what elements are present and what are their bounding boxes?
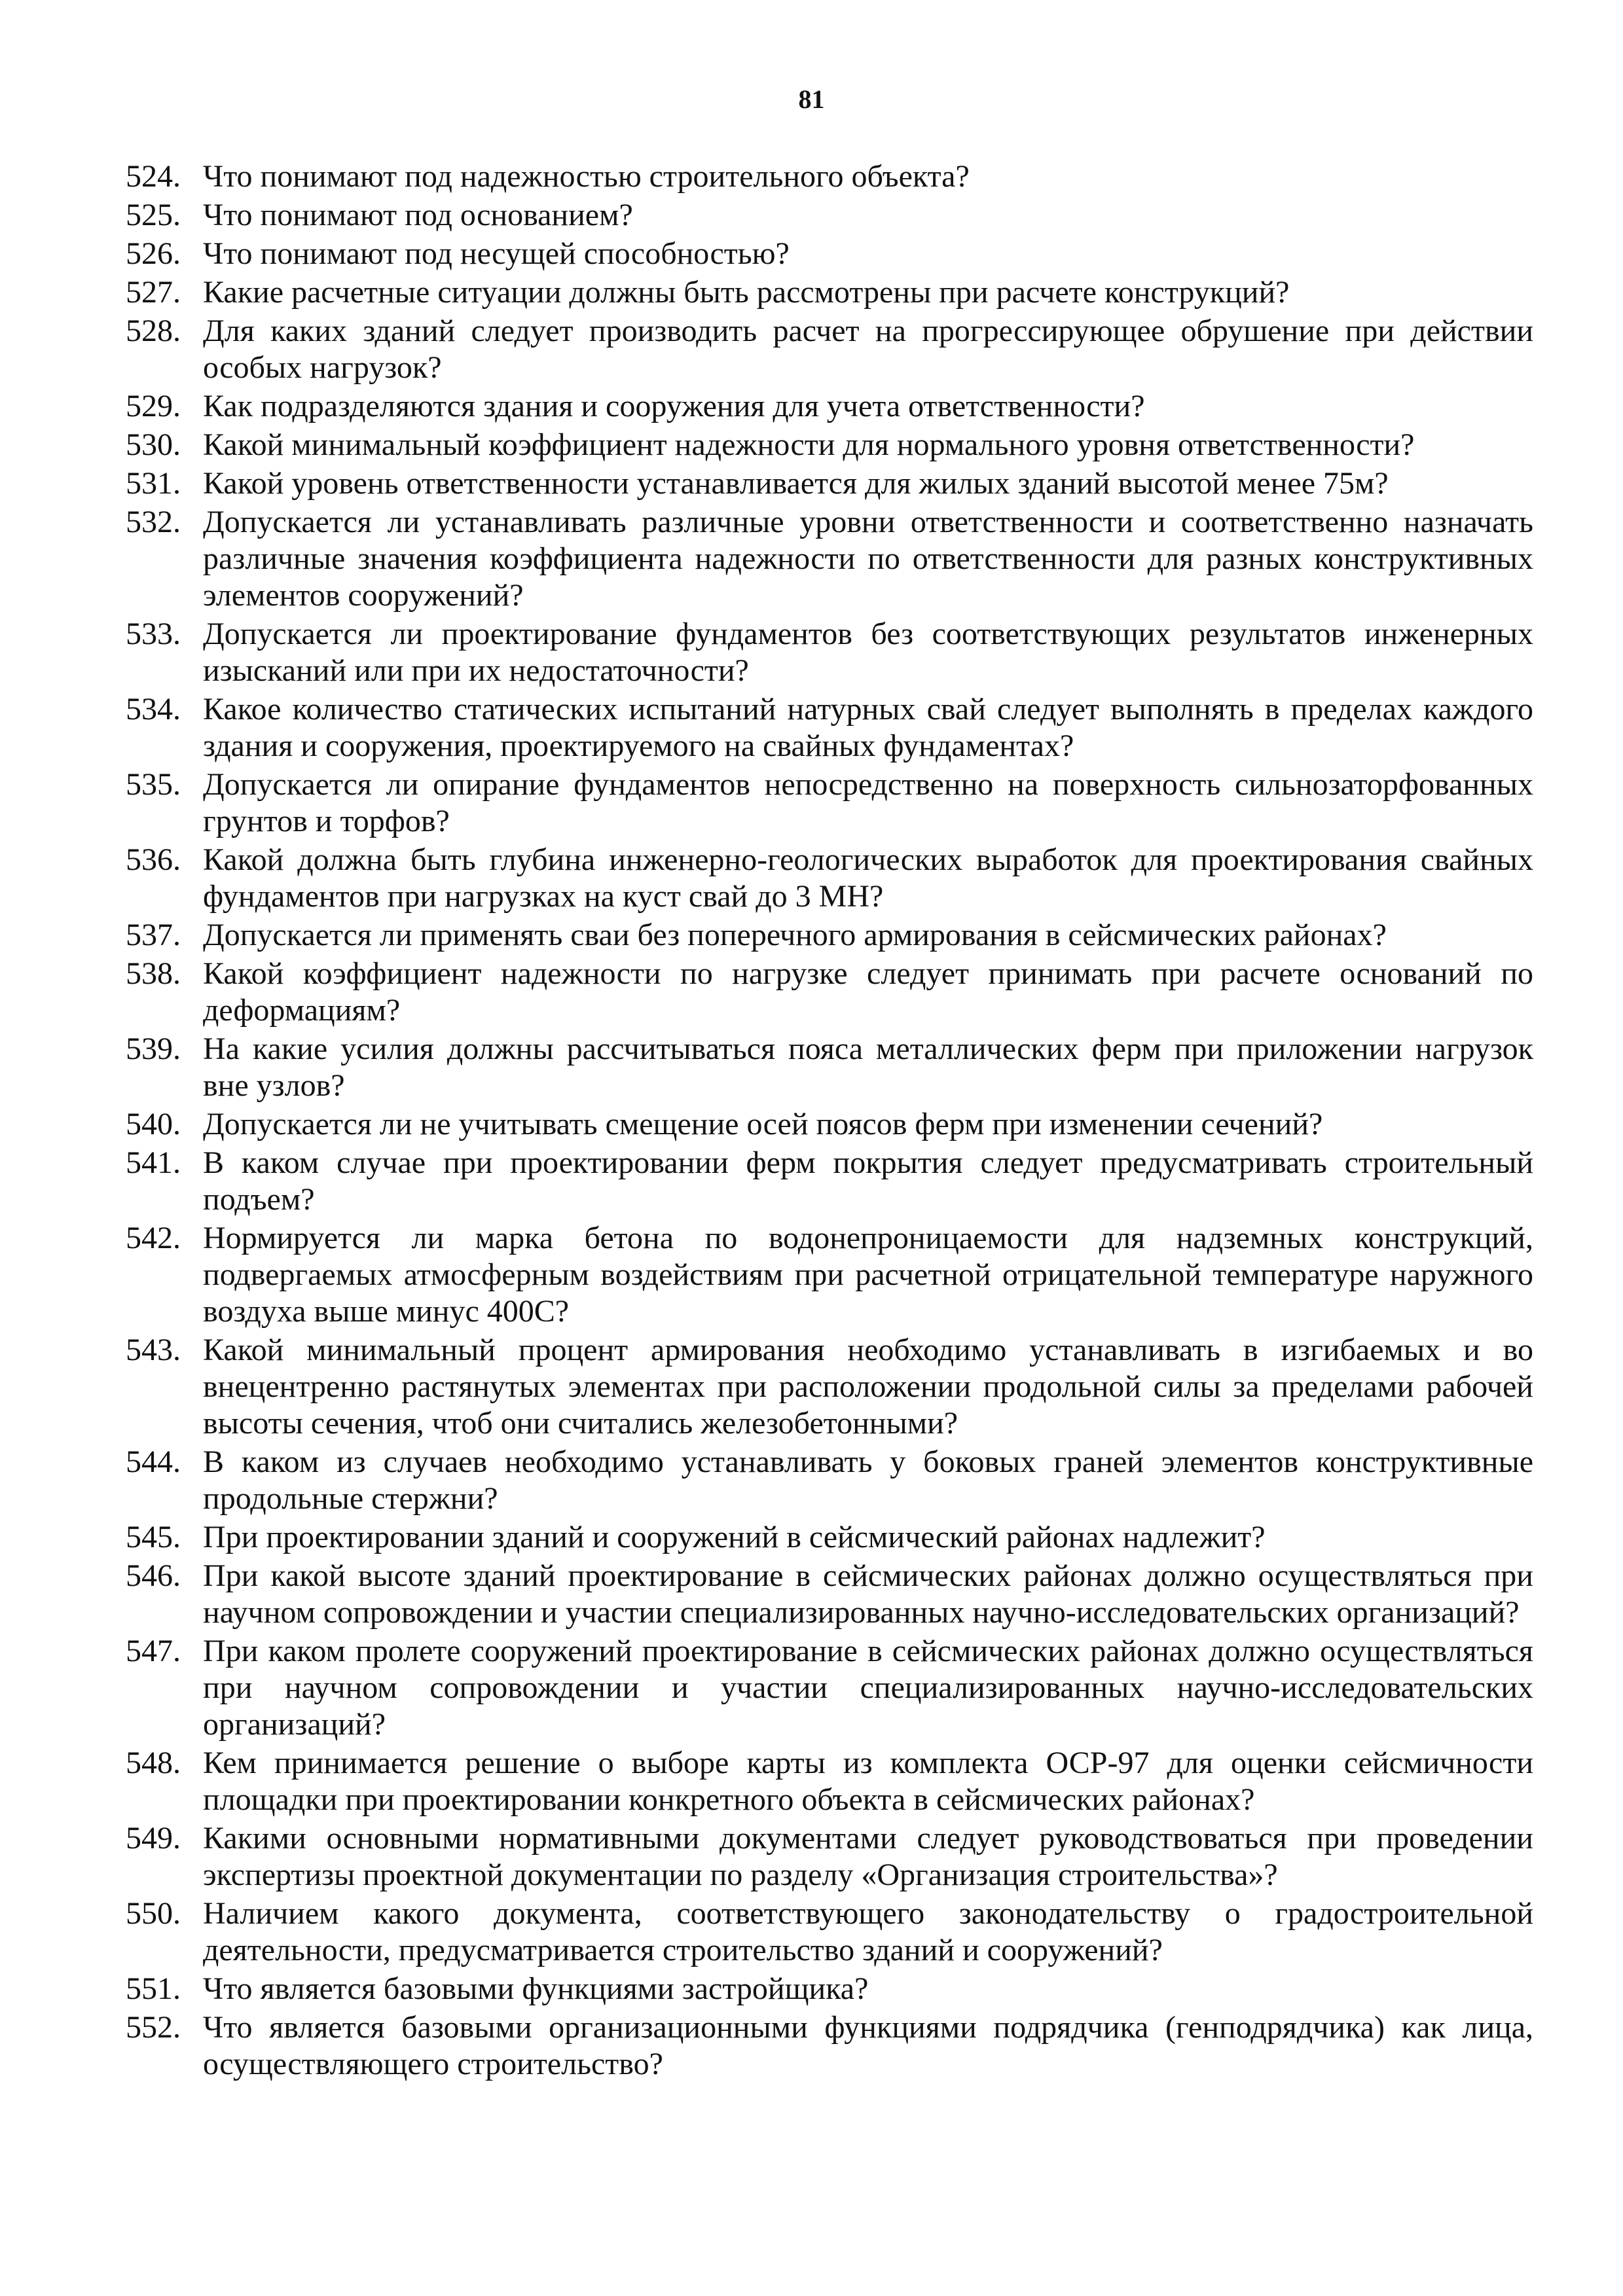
question-text: При проектировании зданий и сооружений в сейсмический районах надлежит? — [203, 1520, 1266, 1554]
question-item — [126, 1220, 1533, 1330]
question-number: 551. — [126, 1971, 181, 2006]
question-item — [126, 465, 1533, 502]
question-number: 548. — [126, 1746, 181, 1780]
question-number: 544. — [126, 1444, 181, 1479]
question-item — [126, 1444, 1533, 1517]
question-item — [126, 1031, 1533, 1104]
question-text: Какие расчетные ситуации должны быть рассмотрены при расчете конструкций? — [203, 275, 1290, 310]
question-item — [126, 313, 1533, 386]
question-text: Что является базовыми организационными функциями подрядчика (генподрядчика) как лица, осуществляющего строительство? — [203, 2010, 1533, 2081]
question-item — [126, 1971, 1533, 2007]
question-text: При каком пролете сооружений проектирование в сейсмических районах должно осуществляться при научном сопровождении и участии специализированных научно-исследовательских организаций? — [203, 1634, 1533, 1742]
question-text: Какой уровень ответственности устанавливается для жилых зданий высотой менее 75м? — [203, 466, 1389, 501]
question-text: Нормируется ли марка бетона по водонепроницаемости для надземных конструкций, подвергаемых атмосферным воздействиям при расчетной отрицательной температуре наружного воздуха выше минус 400С? — [203, 1221, 1533, 1329]
question-text: Кем принимается решение о выборе карты из комплекта ОСР-97 для оценки сейсмичности площадки при проектировании конкретного объекта в сейсмических районах? — [203, 1746, 1533, 1817]
question-number: 531. — [126, 466, 181, 501]
question-text: Допускается ли применять сваи без поперечного армирования в сейсмических районах? — [203, 918, 1387, 952]
question-text: В каком из случаев необходимо устанавливать у боковых граней элементов конструктивные продольные стержни? — [203, 1444, 1533, 1516]
question-number: 532. — [126, 505, 181, 539]
question-number: 552. — [126, 2010, 181, 2045]
question-number: 543. — [126, 1333, 181, 1367]
question-text: Какой коэффициент надежности по нагрузке следует принимать при расчете оснований по деформациям? — [203, 956, 1533, 1028]
question-number: 535. — [126, 767, 181, 802]
question-number: 530. — [126, 427, 181, 462]
question-text: Как подразделяются здания и сооружения для учета ответственности? — [203, 389, 1145, 423]
page-number: 81 — [798, 84, 825, 114]
question-item — [126, 1633, 1533, 1743]
question-item — [126, 1332, 1533, 1442]
question-number: 545. — [126, 1520, 181, 1554]
question-text: При какой высоте зданий проектирование в сейсмических районах должно осуществляться при научном сопровождении и участии специализированных научно-исследовательских организаций? — [203, 1558, 1533, 1630]
question-item — [126, 1519, 1533, 1556]
question-number: 528. — [126, 314, 181, 348]
question-item — [126, 1145, 1533, 1218]
question-number: 541. — [126, 1145, 181, 1180]
question-item — [126, 917, 1533, 954]
question-item — [126, 616, 1533, 689]
question-item — [126, 1558, 1533, 1631]
question-text: Допускается ли опирание фундаментов непосредственно на поверхность сильнозаторфованных грунтов и торфов? — [203, 767, 1533, 838]
question-number: 546. — [126, 1558, 181, 1593]
question-text: На какие усилия должны рассчитываться пояса металлических ферм при приложении нагрузок вне узлов? — [203, 1031, 1533, 1103]
question-number: 533. — [126, 617, 181, 651]
question-number: 549. — [126, 1821, 181, 1856]
question-text: Наличием какого документа, соответствующего законодательству о градостроительной деятельности, предусматривается строительство зданий и сооружений? — [203, 1896, 1533, 1967]
question-number: 527. — [126, 275, 181, 310]
question-item — [126, 274, 1533, 311]
question-text: Что понимают под несущей способностью? — [203, 236, 790, 271]
question-number: 550. — [126, 1896, 181, 1931]
question-item — [126, 1820, 1533, 1893]
question-text: Какими основными нормативными документами следует руководствоваться при проведении экспертизы проектной документации по разделу «Организация строительства»? — [203, 1821, 1533, 1892]
question-number: 534. — [126, 692, 181, 726]
question-item — [126, 388, 1533, 425]
question-item — [126, 1745, 1533, 1818]
question-text: Допускается ли устанавливать различные уровни ответственности и соответственно назначать различные значения коэффициента надежности по ответственности для разных конструктивных элементов сооружений? — [203, 505, 1533, 613]
question-item — [126, 504, 1533, 614]
question-item — [126, 1895, 1533, 1969]
question-number: 537. — [126, 918, 181, 952]
question-number: 526. — [126, 236, 181, 271]
question-number: 536. — [126, 842, 181, 877]
question-number: 542. — [126, 1221, 181, 1255]
question-item — [126, 956, 1533, 1029]
question-item — [126, 766, 1533, 840]
question-item — [126, 158, 1533, 195]
question-item — [126, 2009, 1533, 2083]
question-number: 547. — [126, 1634, 181, 1668]
question-text: Допускается ли не учитывать смещение осей поясов ферм при изменении сечений? — [203, 1107, 1323, 1141]
question-item — [126, 427, 1533, 463]
question-number: 540. — [126, 1107, 181, 1141]
question-text: Что понимают под основанием? — [203, 198, 633, 232]
question-text: Какой должна быть глубина инженерно-геологических выработок для проектирования свайных фундаментов при нагрузках на куст свай до 3 МН? — [203, 842, 1533, 914]
question-item — [126, 842, 1533, 915]
question-number: 524. — [126, 159, 181, 194]
question-item — [126, 197, 1533, 234]
question-text: Допускается ли проектирование фундаментов без соответствующих результатов инженерных изысканий или при их недостаточности? — [203, 617, 1533, 688]
question-number: 539. — [126, 1031, 181, 1066]
question-text: Что является базовыми функциями застройщика? — [203, 1971, 869, 2006]
question-item — [126, 236, 1533, 272]
question-text: Какой минимальный процент армирования необходимо устанавливать в изгибаемых и во внецентренно растянутых элементах при расположении продольной силы за пределами рабочей высоты сечения, чтоб они считались железобетонными? — [203, 1333, 1533, 1441]
question-item — [126, 691, 1533, 764]
question-text: Что понимают под надежностью строительного объекта? — [203, 159, 970, 194]
question-item — [126, 1106, 1533, 1143]
question-text: Какой минимальный коэффициент надежности для нормального уровня ответственности? — [203, 427, 1415, 462]
question-text: Для каких зданий следует производить расчет на прогрессирующее обрушение при действии особых нагрузок? — [203, 314, 1533, 385]
question-number: 525. — [126, 198, 181, 232]
question-number: 538. — [126, 956, 181, 991]
question-text: В каком случае при проектировании ферм покрытия следует предусматривать строительный подъем? — [203, 1145, 1533, 1217]
question-number: 529. — [126, 389, 181, 423]
question-list — [126, 158, 1533, 2085]
question-text: Какое количество статических испытаний натурных свай следует выполнять в пределах каждого здания и сооружения, проектируемого на свайных фундаментах? — [203, 692, 1533, 763]
